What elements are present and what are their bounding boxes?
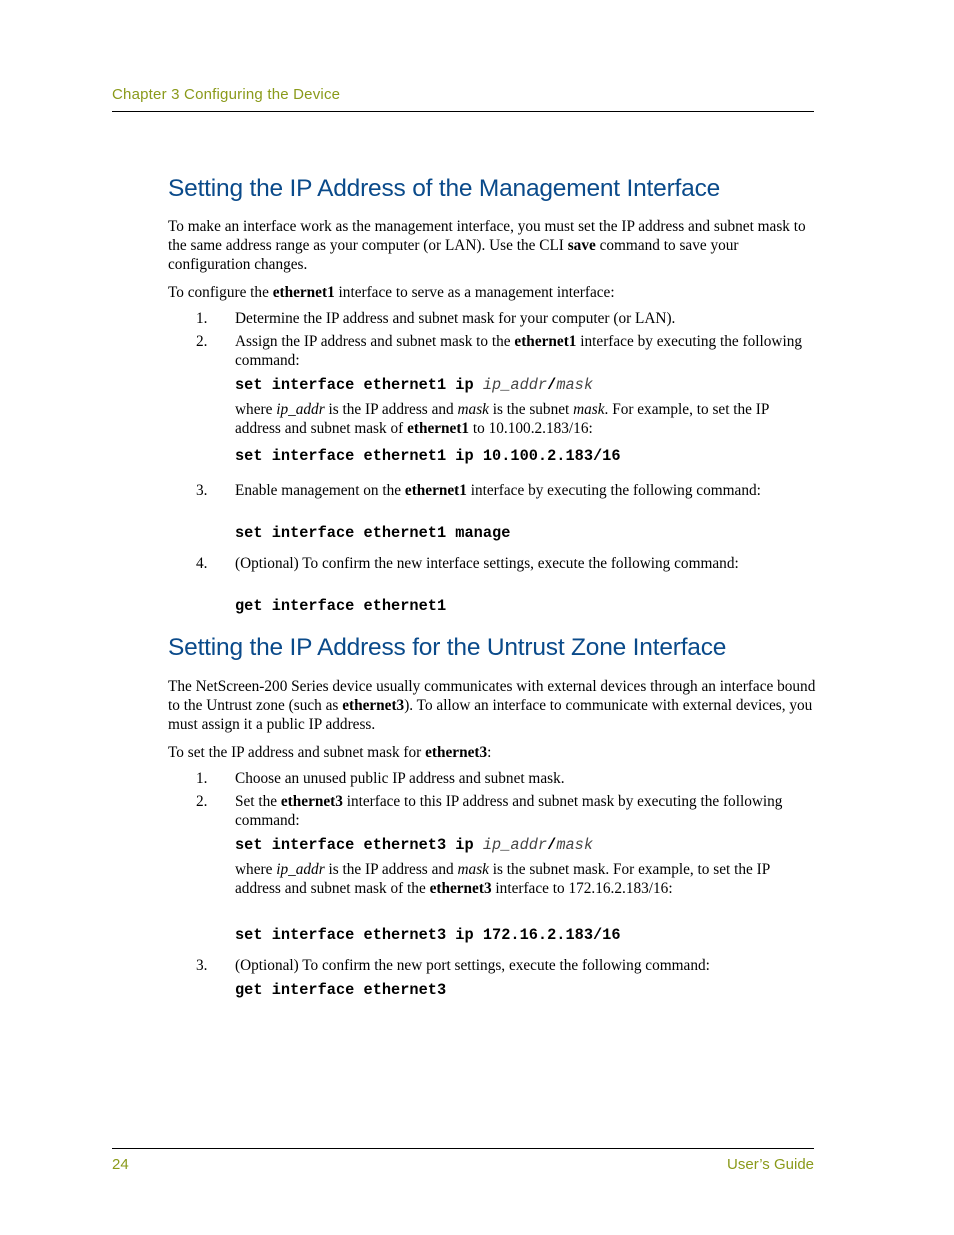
- guide-title: User’s Guide: [727, 1156, 814, 1173]
- section1-configure-line: To configure the ethernet1 interface to serve as a management interface:: [168, 284, 615, 301]
- footer-rule: [112, 1148, 814, 1149]
- step-text: Determine the IP address and subnet mask for your computer (or LAN).: [235, 310, 676, 327]
- command-set-ip-example: set interface ethernet1 ip 10.100.2.183/16: [235, 447, 621, 465]
- section2-intro: The NetScreen-200 Series device usually communicates with external devices through an interface bound to the Untrust zone (such as ethernet3). To allow an interface to communicate with external devices, you must assign it a public IP address.: [168, 678, 816, 733]
- where-explanation: where ip_addr is the IP address and mask is the subnet mask. For example, to set the IP address and subnet mask of ethernet1 to 10.100.2.183/16:: [235, 401, 769, 437]
- step-number: 3.: [196, 957, 208, 974]
- step-text: (Optional) To confirm the new port settings, execute the following command:: [235, 957, 710, 974]
- step-text: Choose an unused public IP address and subnet mask.: [235, 770, 565, 787]
- step-text: Assign the IP address and subnet mask to the ethernet1 interface by executing the following command:: [235, 333, 802, 369]
- step-number: 1.: [196, 310, 208, 327]
- page-number: 24: [112, 1156, 129, 1173]
- step-number: 2.: [196, 793, 208, 810]
- section2-set-line: To set the IP address and subnet mask for ethernet3:: [168, 744, 492, 761]
- step-text: Enable management on the ethernet1 interface by executing the following command:: [235, 482, 761, 499]
- command-get-ethernet3: get interface ethernet3: [235, 981, 447, 999]
- command-manage: set interface ethernet1 manage: [235, 524, 511, 542]
- step-number: 4.: [196, 555, 208, 572]
- command-set-ip-template: set interface ethernet1 ip ip_addr/mask: [235, 376, 594, 394]
- section-title-untrust: Setting the IP Address for the Untrust Zone Interface: [168, 634, 727, 661]
- command-set-ip-template: set interface ethernet3 ip ip_addr/mask: [235, 836, 594, 854]
- header-rule: [112, 111, 814, 112]
- step-text: Set the ethernet3 interface to this IP address and subnet mask by executing the following command:: [235, 793, 783, 829]
- step-number: 3.: [196, 482, 208, 499]
- command-set-ip-example: set interface ethernet3 ip 172.16.2.183/16: [235, 926, 621, 944]
- step-text: (Optional) To confirm the new interface settings, execute the following command:: [235, 555, 739, 572]
- step-number: 2.: [196, 333, 208, 350]
- where-explanation: where ip_addr is the IP address and mask is the subnet mask. For example, to set the IP address and subnet mask of the ethernet3 interface to 172.16.2.183/16:: [235, 861, 770, 897]
- section-title-management: Setting the IP Address of the Management Interface: [168, 175, 721, 202]
- section1-intro: To make an interface work as the management interface, you must set the IP address and subnet mask to the same address range as your computer (or LAN). Use the CLI save command to save your configuration changes.: [168, 218, 806, 273]
- step-number: 1.: [196, 770, 208, 787]
- chapter-header: Chapter 3 Configuring the Device: [112, 86, 341, 103]
- command-get-ethernet1: get interface ethernet1: [235, 597, 447, 615]
